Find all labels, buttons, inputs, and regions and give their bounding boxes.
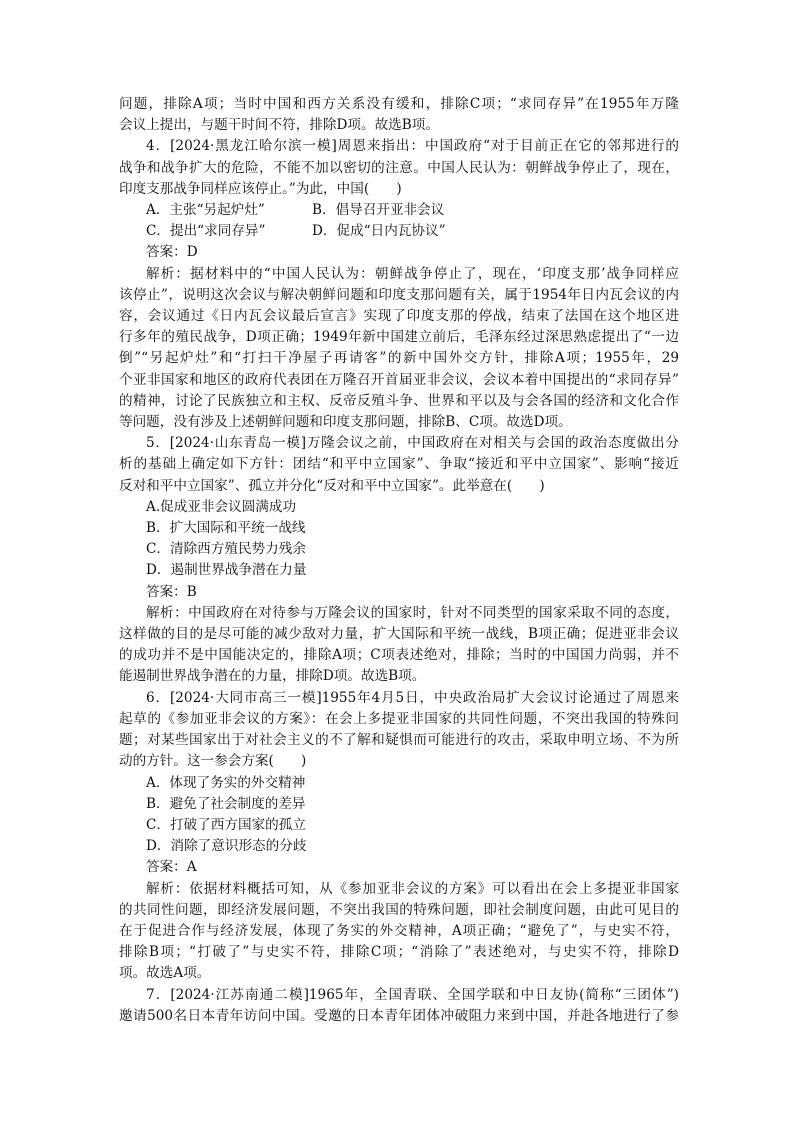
text-line: 该停止”，说明这次会议与解决朝鲜问题和印度支那问题有关，属于1954年日内瓦会议的内 (119, 286, 679, 303)
text-line: 动的方针。这一参会方案( ) (119, 753, 307, 770)
text-line: 印度支那战争同样应该停止。”为此，中国( ) (119, 180, 402, 197)
text-line: 会议上提出，与题干时间不符，排除D项。故选B项。 (119, 117, 439, 134)
text-line: 题；对某些国家出于对社会主义的不了解和疑惧而可能进行的攻击，采取申明立场、不为所 (119, 732, 679, 749)
text-line: 的共同性问题，即经济发展问题，不突出我国的特殊问题，即社会制度问题，由此可见目的 (119, 901, 679, 918)
text-line: 项。故选A项。 (119, 965, 211, 982)
question-6-stem: 6．[2024·大同市高三一模]1955年4月5日，中央政治局扩大会议讨论通过了周恩来 (146, 689, 679, 706)
option-c: C．清除西方殖民势力残余 (146, 541, 306, 558)
option-d: D．遏制世界战争潜在力量 (146, 562, 307, 579)
question-7-stem: 7．[2024·江苏南通二模]1965年，全国青联、全国学联和中日友协(简称“三团体”) (146, 986, 679, 1003)
option-a: A.促成亚非会议圆满成功 (146, 498, 297, 515)
option-c: C．打破了西方国家的孤立 (146, 816, 306, 833)
text-line: 等问题，没有涉及上述朝鲜问题和印度支那问题，排除B、C项。故选D项。 (119, 414, 572, 431)
question-4-options-row-1 (119, 200, 679, 221)
text-line: 的精神，讨论了民族独立和主权、反帝反殖斗争、世界和平以及与会各国的经济和文化合作 (119, 392, 679, 409)
text-line: 在于促进合作与经济发展，体现了务实的外交精神，A项正确；“避免了”，与史实不符， (119, 922, 679, 939)
question-4-answer: 答案：D (146, 244, 198, 261)
text-line: 个亚非国家和地区的政府代表团在万隆召开首届亚非会议，会议本着中国提出的“求同存异” (119, 371, 679, 388)
question-4-explanation: 解析：据材料中的“中国人民认为：朝鲜战争停止了，现在，‘印度支那’战争同样应 (146, 265, 679, 282)
text-line: 起草的《参加亚非会议的方案》：在会上多提亚非国家的共同性问题，不突出我国的特殊问 (119, 710, 679, 727)
question-6-explanation: 解析：依据材料概括可知，从《参加亚非会议的方案》可以看出在会上多提亚非国家 (146, 880, 679, 897)
question-4-options-row-2 (119, 221, 679, 242)
text-line: 析的基础上确定如下方针：团结“和平中立国家”、争取“接近和平中立国家”、影响“接近 (119, 456, 679, 473)
question-5-answer: 答案：B (146, 583, 197, 600)
question-4-stem: 4．[2024·黑龙江哈尔滨一模]周恩来指出：中国政府“对于目前正在它的邻邦进行的 (146, 138, 679, 155)
text-line: 的成功并不是中国能决定的，排除A项；C项表述绝对，排除；当时的中国国力尚弱，并不 (119, 647, 679, 664)
text-line: 容，会议通过《日内瓦会议最后宣言》实现了印度支那的停战，结束了法国在这个地区进 (119, 308, 679, 325)
text-line: 问题，排除A项；当时中国和西方关系没有缓和，排除C项；“求同存异”在1955年万隆 (119, 96, 679, 112)
option-b: B．避免了社会制度的差异 (146, 795, 306, 812)
text-line: 行多年的殖民战争，D项正确；1949年新中国建立前后，毛泽东经过深思熟虑提出了“一边 (119, 329, 679, 346)
text-line: 排除B项；“打破了”与史实不符，排除C项；“消除了”表述绝对，与史实不符，排除D (119, 944, 679, 961)
text-line: 能遏制世界战争潜在的力量，排除D项。故选B项。 (119, 668, 426, 685)
option-a: A．主张“另起炉灶” (146, 202, 265, 219)
option-b: B．倡导召开亚非会议 (312, 202, 445, 219)
text-line: 这样做的目的是尽可能的减少敌对力量，扩大国际和平统一战线，B项正确；促进亚非会议 (119, 626, 679, 643)
option-d: D．消除了意识形态的分歧 (146, 838, 307, 855)
option-a: A．体现了务实的外交精神 (146, 774, 306, 791)
document-page (119, 94, 679, 1027)
question-5-explanation: 解析：中国政府在对待参与万隆会议的国家时，针对不同类型的国家采取不同的态度， (146, 604, 679, 621)
text-line: 反对和平中立国家”、孤立并分化“反对和平中立国家”。此举意在( ) (119, 477, 545, 494)
text-line: 倒”“另起炉灶”和“打扫干净屋子再请客”的新中国外交方针，排除A项；1955年，29 (119, 350, 679, 367)
option-d: D．促成“日内瓦协议” (312, 223, 446, 240)
text-line: 邀请500名日本青年访问中国。受邀的日本青年团体冲破阻力来到中国，并赴各地进行了参 (119, 1007, 679, 1024)
question-5-stem: 5．[2024·山东青岛一模]万隆会议之前，中国政府在对相关与会国的政治态度做出分 (146, 435, 679, 452)
option-b: B．扩大国际和平统一战线 (146, 520, 306, 537)
question-6-answer: 答案：A (146, 859, 197, 876)
text-line: 战争和战争扩大的危险，不能不加以密切的注意。中国人民认为：朝鲜战争停止了，现在， (119, 159, 679, 176)
option-c: C．提出“求同存异” (146, 223, 266, 240)
